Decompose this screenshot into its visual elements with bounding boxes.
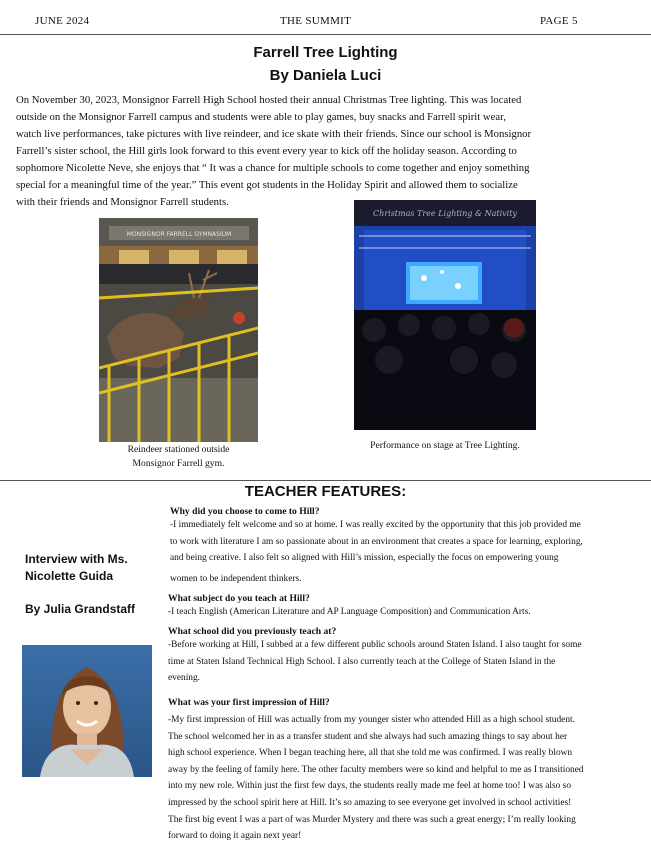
article-byline: By Daniela Luci [269,67,382,84]
gym-sign-text: MONSIGNOR FARRELL GYMNASIUM [126,231,232,238]
features-heading: TEACHER FEATURES: [244,483,407,500]
issue-date: JUNE 2024 [35,15,90,27]
answer-line: The first big event I was a part of was Murder Mystery and there was such a great energy; I’m really looking [168,814,576,825]
article-paragraph [16,92,646,211]
section-rule [0,480,651,481]
stage-photo [354,200,536,430]
answer-line: into my new role. Within just the first few days, the students really made me feel at home too! I was also so [168,781,572,792]
paragraph-line: special for a meaningful time of the year.” This event got students in the Holiday Spirit and allowed them to socialize [16,179,518,191]
question: What subject do you teach at Hill? [168,593,310,604]
header-rule [0,34,651,35]
answer [168,712,650,845]
reindeer-caption [99,443,258,471]
paragraph-line: with their friends and Monsignor Farrell students. [16,196,229,208]
question: What school did you previously teach at? [168,626,337,637]
interview-title-line: Interview with Ms. [25,552,128,566]
qa-block-1 [170,506,648,587]
answer-line: high school experience. When I began teaching here, all that she told me was confirmed. I was really blown [168,748,573,759]
answer-line: -Before working at Hill, I subbed at a few different public schools around Staten Island. I also taught for some [168,640,582,650]
paragraph-line: watch live performances, take pictures with live reindeer, and ice skate with their friends. Since our school is Monsignor [16,128,532,140]
answer-line: -My first impression of Hill was actually from my younger sister who attended Hill as a high school student. [168,715,575,725]
interview-title-line: Nicolette Guida [25,569,114,583]
answer-line: women to be independent thinkers. [170,573,302,584]
caption-line: Monsignor Farrell gym. [132,458,225,469]
paragraph-line: sophomore Nicolette Neve, she enjoys that “ It was a chance for multiple schools to come together and enjoy something [16,162,530,174]
paragraph-line: outside on the Monsignor Farrell campus and students were able to play games, buy snacks and Farrell spirit wear, [16,111,506,123]
qa-block-3 [168,626,650,687]
features-byline: By Julia Grandstaff [25,602,136,616]
question: Why did you choose to come to Hill? [170,506,320,517]
stage-banner-text: Christmas Tree Lighting & Nativity [373,209,517,218]
answer-line: -I teach English (American Literature and AP Language Composition) and Communication Arts. [168,607,531,617]
paper-name: THE SUMMIT [280,15,352,27]
answer-line: -I immediately felt welcome and so at home. I was really excited by the opportunity that this job provided me [170,520,581,530]
question: What was your first impression of Hill? [168,697,330,708]
paragraph-line: On November 30, 2023, Monsignor Farrell High School hosted their annual Christmas Tree lighting. This was located [16,94,522,106]
answer-line: and being creative. I also felt so aligned with Hill’s mission, especially the focus on empowering young [170,553,559,564]
answer-line: evening. [168,673,201,684]
qa-block-4 [168,697,650,845]
answer [168,604,648,621]
interview-title [25,551,128,585]
teacher-portrait [22,645,152,777]
stage-caption: Performance on stage at Tree Lighting. [370,440,520,451]
answer-line: time at Staten Island Technical High School. I also currently teach at the College of Staten Island in the [168,656,556,667]
answer-line: The school welcomed her in as a transfer student and she always had such amazing things to say about her [168,731,568,742]
page-number: PAGE 5 [540,15,578,27]
reindeer-photo [99,218,258,442]
answer-line: forward to doing it again next year! [168,831,302,842]
answer-line: impressed by the school spirit here at Hill. It’s so amazing to see everyone get involved in school activities! [168,797,572,808]
answer [168,637,650,687]
answer-line: to work with literature I am so passionate about in an environment that creates a space for learning, exploring, [170,536,583,547]
answer [170,517,648,587]
caption-line: Reindeer stationed outside [127,444,230,455]
paragraph-line: Farrell’s sister school, the Hill girls look forward to this event every year to kick off the holiday season. According to [16,145,517,157]
article-title: Farrell Tree Lighting [253,44,398,61]
answer-line: away by the feeling of family here. The other faculty members were so kind and helpful to me as I transitioned [168,764,584,775]
qa-block-2 [168,593,648,621]
